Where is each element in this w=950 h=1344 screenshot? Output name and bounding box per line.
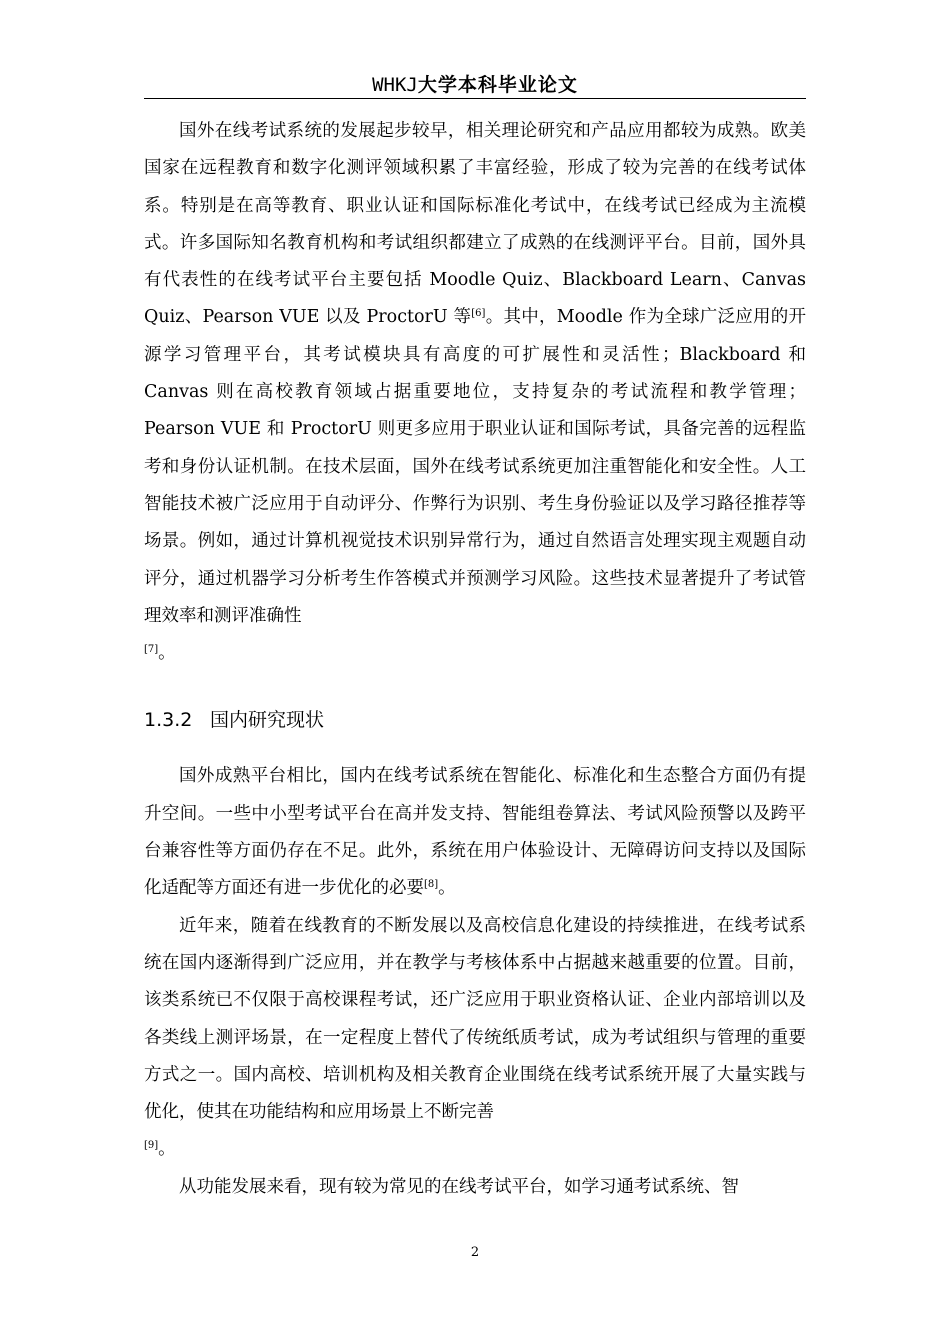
- paragraph-text: 近年来，随着在线教育的不断发展以及高校信息化建设的持续推进，在线考试系统在国内逐渐得到广泛应用，并在教学与考核体系中占据越来越重要的位置。目前，该类系统已不仅限于高校课程考试，还广泛应用于职业资格认证、企业内部培训以及各类线上测评场景，在一定程度上替代了传统纸质考试，成为考试组织与管理的重要方式之一。国内高校、培训机构及相关教育企业围绕在线考试系统开展了大量实践与优化，使其在功能结构和应用场景上不断完善: [144, 915, 806, 1123]
- paragraph-text: 。: [158, 643, 176, 664]
- page-body: [144, 113, 806, 1206]
- citation: [7]: [144, 644, 159, 656]
- paragraph-text: 。其中，Moodle 作为全球广泛应用的开源学习管理平台，其考试模块具有高度的可扩展性和灵活性；Blackboard 和 Canvas 则在高校教育领域占据重要地位，支持复杂的考试流程和教学管理；Pearson VUE 和 ProctorU 则更多应用于职业认证和国际考试，具备完善的远程监考和身份认证机制。在技术层面，国外在线考试系统更加注重智能化和安全性。人工智能技术被广泛应用于自动评分、作弊行为识别、考生身份验证以及学习路径推荐等场景。例如，通过计算机视觉技术识别异常行为，通过自然语言处理实现主观题自动评分，通过机器学习分析考生作答模式并预测学习风险。这些技术显著提升了考试管理效率和测评准确性: [144, 307, 807, 626]
- citation: [6]: [471, 308, 486, 320]
- paragraph-function-development: [144, 1169, 806, 1206]
- section-number: 1.3.2: [144, 709, 193, 732]
- page-number: 2: [470, 1245, 480, 1260]
- header-rule: [144, 98, 806, 99]
- header-title: 大学本科毕业论文: [417, 74, 578, 96]
- paragraph-domestic-development: [144, 908, 806, 1169]
- paragraph-text: 从功能发展来看，现有较为常见的在线考试平台，如学习通考试系统、智: [179, 1176, 739, 1197]
- paragraph-text: 。: [438, 878, 456, 899]
- paragraph-foreign-research: [144, 113, 806, 672]
- section-title: 国内研究现状: [210, 709, 325, 732]
- page-header: [144, 70, 806, 100]
- paragraph-text: 。: [158, 1139, 176, 1160]
- citation: [9]: [144, 1140, 159, 1152]
- paragraph-text: 国外成熟平台相比，国内在线考试系统在智能化、标准化和生态整合方面仍有提升空间。一些中小型考试平台在高并发支持、智能组卷算法、考试风险预警以及跨平台兼容性等方面仍存在不足。此外，系统在用户体验设计、无障碍访问支持以及国际化适配等方面还有进一步优化的必要: [144, 766, 806, 899]
- paragraph-text: 国外在线考试系统的发展起步较早，相关理论研究和产品应用都较为成熟。欧美国家在远程教育和数字化测评领域积累了丰富经验，形成了较为完善的在线考试体系。特别是在高等教育、职业认证和国际标准化考试中，在线考试已经成为主流模式。许多国际知名教育机构和考试组织都建立了成熟的在线测评平台。目前，国外具有代表性的在线考试平台主要包括 Moodle Quiz、Blackboard Learn、Canvas Quiz、Pearson VUE 以及 ProctorU 等: [144, 121, 806, 328]
- section-heading: [144, 704, 806, 736]
- header-latin: WHKJ: [372, 74, 418, 96]
- paragraph-domestic-gap: [144, 758, 806, 907]
- citation: [8]: [424, 879, 439, 891]
